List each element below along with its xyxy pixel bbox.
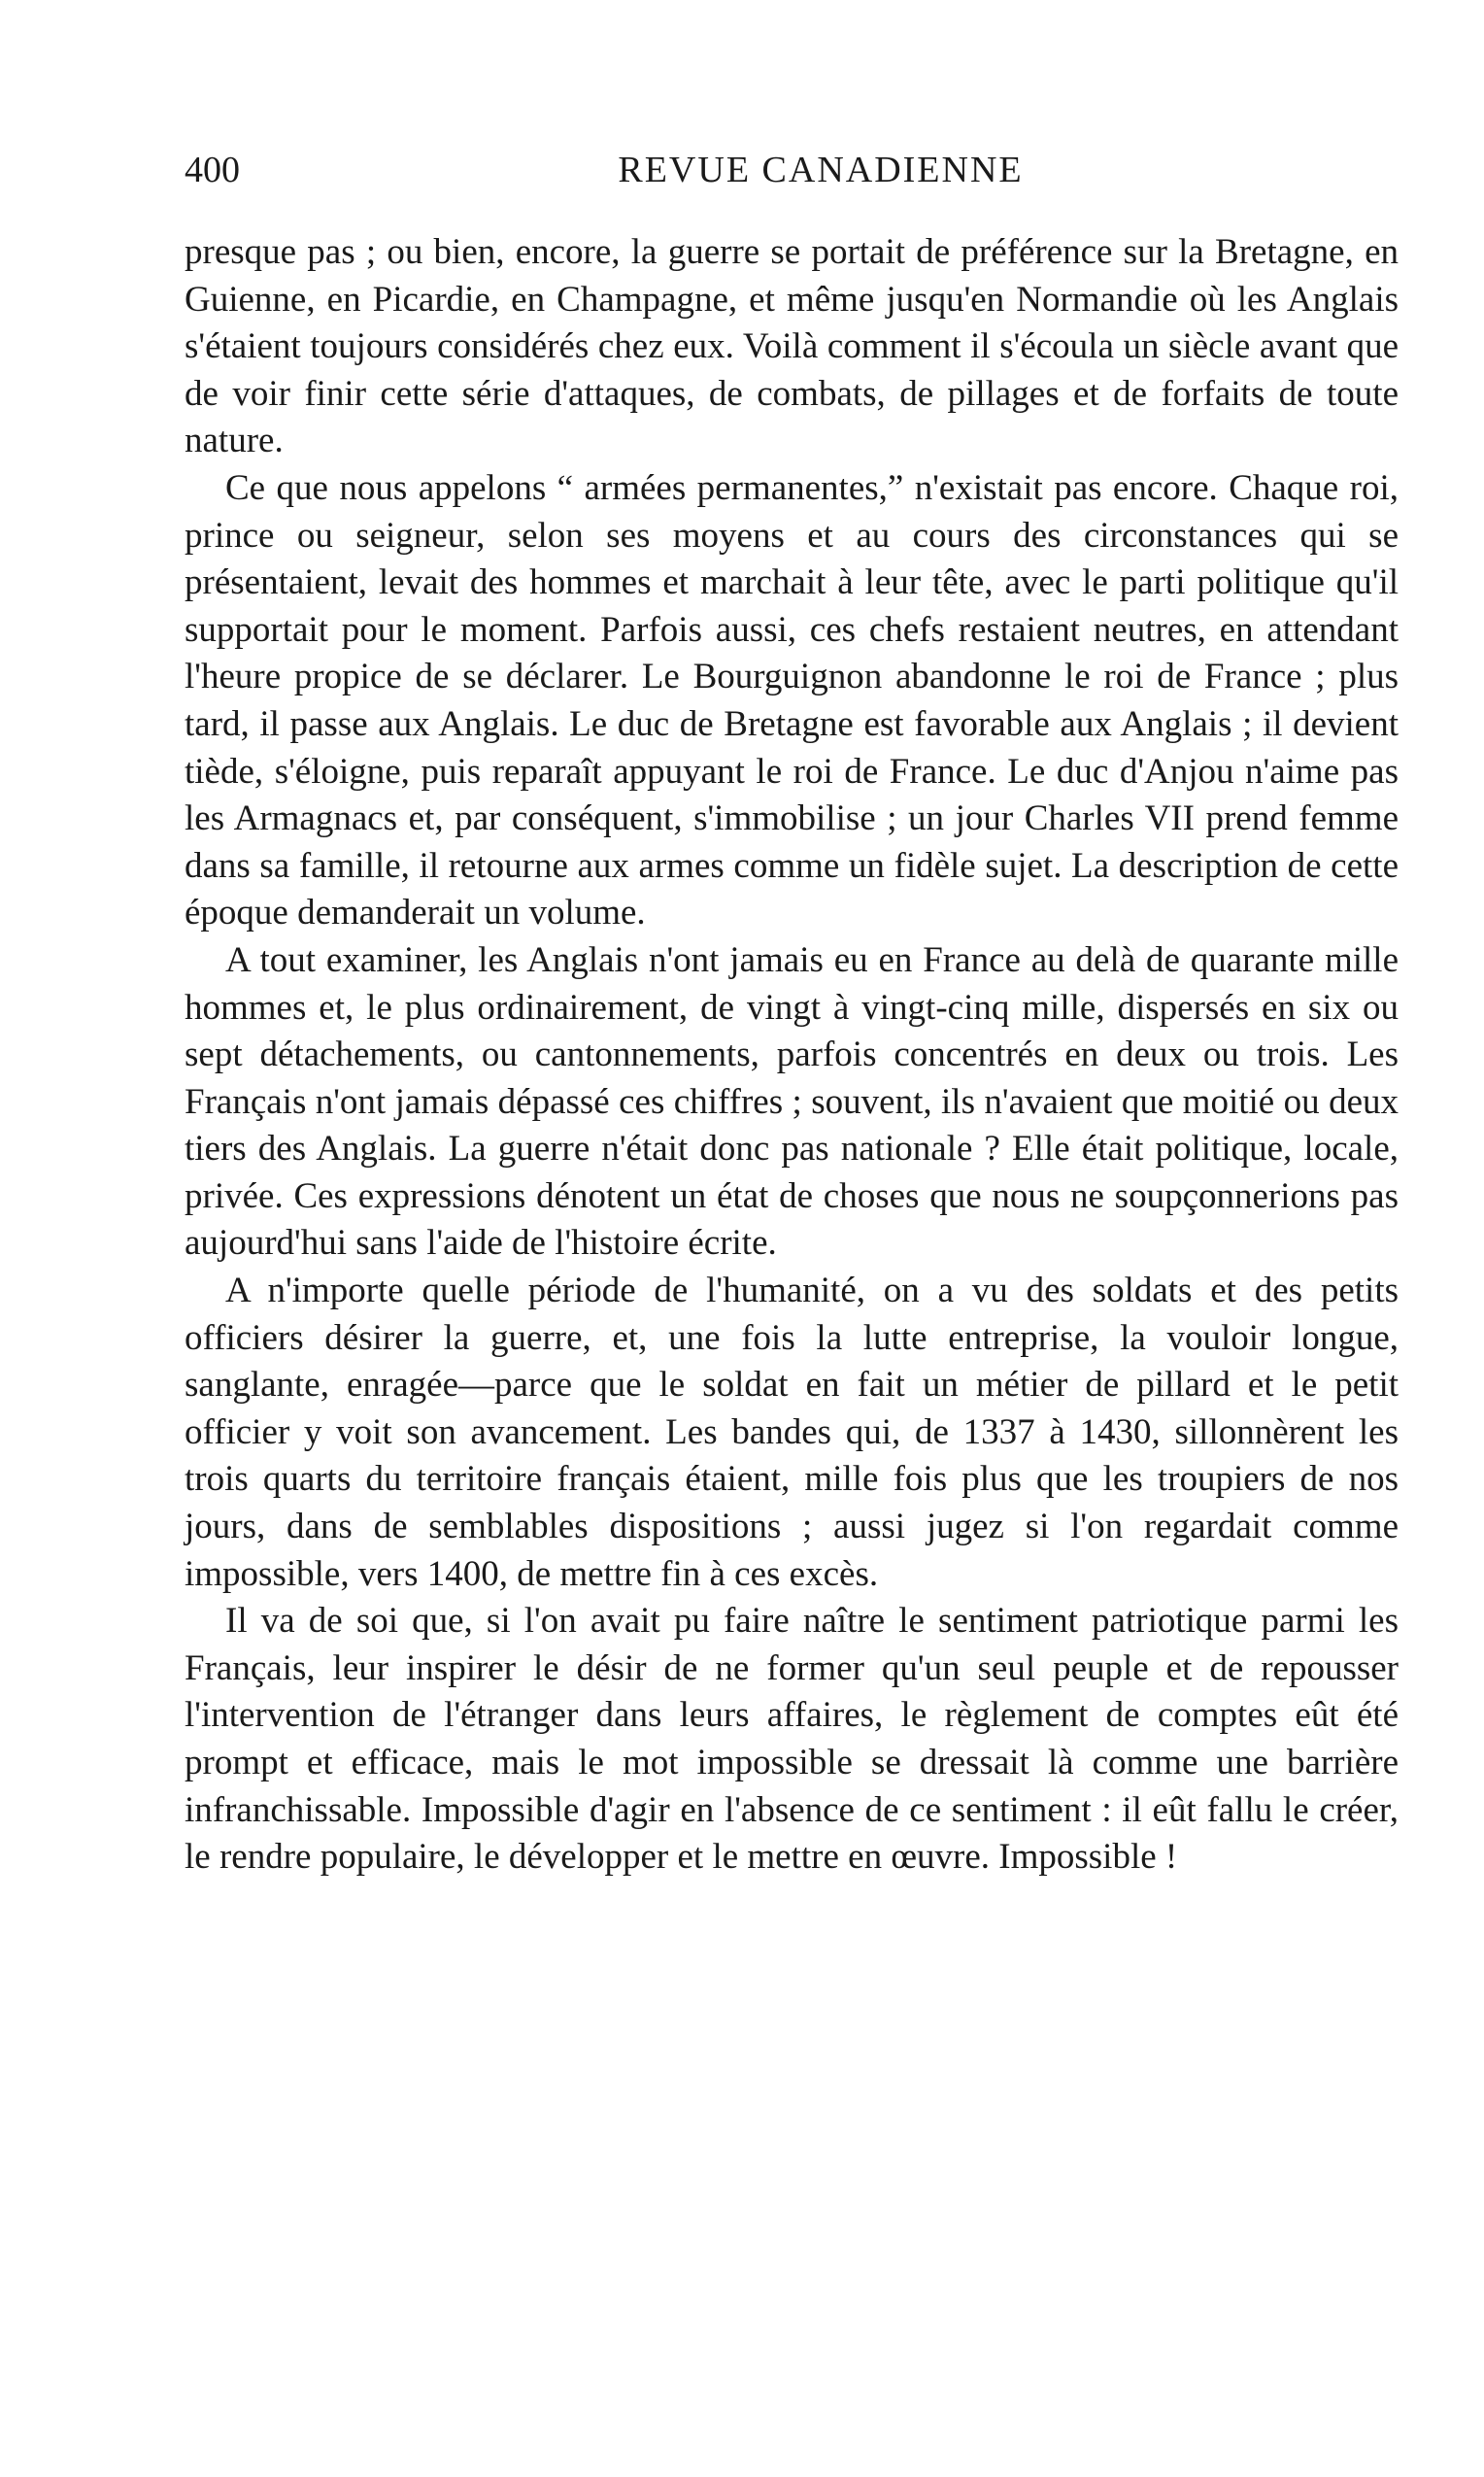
paragraph-soldats-officiers: A n'importe quelle période de l'humanité, on a vu des soldats et des petits officiers désirer la guerre, et, une fois la lutte entreprise, la vouloir longue, sanglante, enragée—parce que le soldat en fait un métier de pillard et le petit officier y voit son avancement. Les bandes qui, de 1337 à 1430, sillonnèrent les trois quarts du territoire français étaient, mille fois plus que les troupiers de nos jours, dans de semblables dispositions ; aussi jugez si l'on regardait comme impossible, vers 1400, de mettre fin à ces excès. [185, 1271, 1399, 1594]
paragraph-continuation: presque pas ; ou bien, encore, la guerre se portait de préférence sur la Bretagne, en Guienne, en Picardie, en Champagne, et même jusqu'en Normandie où les Anglais s'étaient toujours considérés chez eux. Voilà comment il s'écoula un siècle avant que de voir finir cette série d'attaques, de combats, de pillages et de forfaits de toute nature. [185, 232, 1399, 461]
page-number: 400 [185, 150, 240, 190]
paragraph-armees-permanentes: Ce que nous appelons “ armées permanentes,” n'existait pas encore. Chaque roi, prince ou seigneur, selon ses moyens et au cours des circonstances qui se présentaient, levait des hommes et marchait à leur tête, avec le parti politique qu'il supportait pour le moment. Parfois aussi, ces chefs restaient neutres, en attendant l'heure propice de se déclarer. Le Bourguignon abandonne le roi de France ; plus tard, il passe aux Anglais. Le duc de Bretagne est favorable aux Anglais ; il devient tiède, s'éloigne, puis reparaît appuyant le roi de France. Le duc d'Anjou n'aime pas les Armagnacs et, par conséquent, s'immobilise ; un jour Charles VII prend femme dans sa famille, il retourne aux armes comme un fidèle sujet. La description de cette époque demanderait un volume. [185, 467, 1399, 933]
running-head [185, 146, 1399, 204]
journal-title: REVUE CANADIENNE [618, 150, 1024, 190]
body-text [185, 229, 1399, 1882]
paragraph-sentiment-patriotique: Il va de soi que, si l'on avait pu faire naître le sentiment patriotique parmi les Français, leur inspirer le désir de ne former qu'un seul peuple et de repousser l'intervention de l'étranger dans leurs affaires, le règlement de comptes eût été prompt et efficace, mais le mot impossible se dressait là comme une barrière infranchissable. Impossible d'agir en l'absence de ce sentiment : il eût fallu le créer, le rendre populaire, le développer et le mettre en œuvre. Impossible ! [185, 1601, 1399, 1878]
paragraph-effectifs-anglais: A tout examiner, les Anglais n'ont jamais eu en France au delà de quarante mille hommes et, le plus ordinairement, de vingt à vingt-cinq mille, dispersés en six ou sept détachements, ou cantonnements, parfois concentrés en deux ou trois. Les Français n'ont jamais dépassé ces chiffres ; souvent, ils n'avaient que moitié ou deux tiers des Anglais. La guerre n'était donc pas nationale ? Elle était politique, locale, privée. Ces expressions dénotent un état de choses que nous ne soupçonnerions pas aujourd'hui sans l'aide de l'histoire écrite. [185, 939, 1399, 1264]
